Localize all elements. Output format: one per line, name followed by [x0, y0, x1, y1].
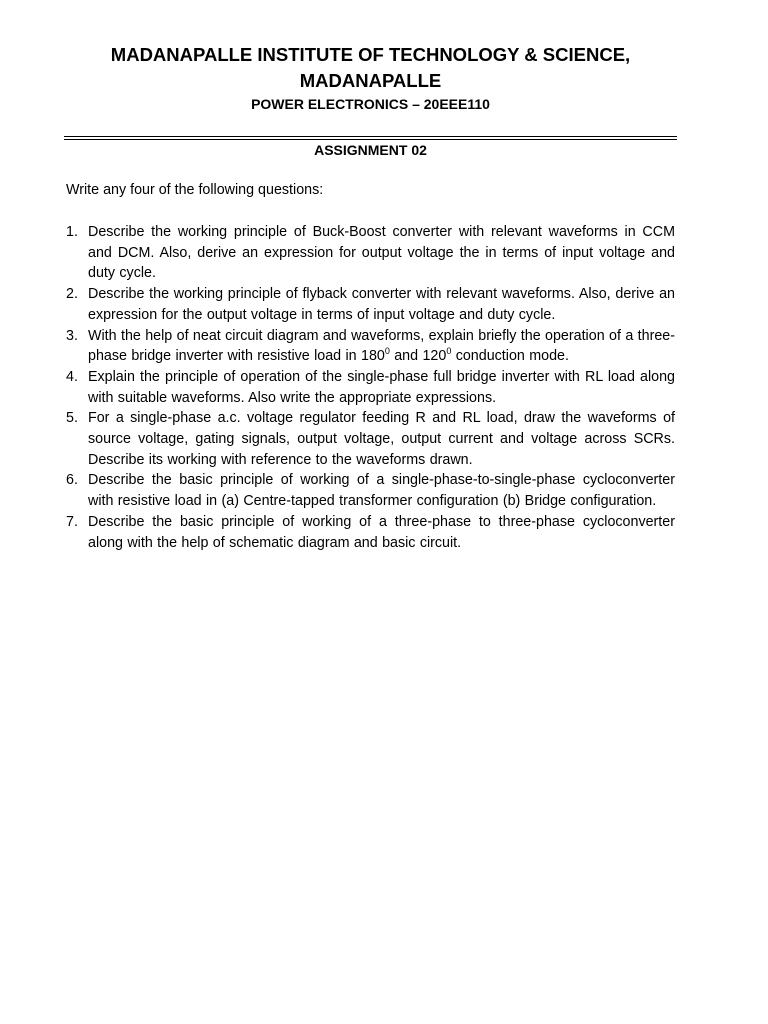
- question-number: 7.: [66, 513, 78, 530]
- question-item: [66, 512, 675, 553]
- question-number: 2.: [66, 286, 78, 303]
- question-text: Describe the working principle of Buck-Boost converter with relevant waveforms in CCM and DCM. Also, derive an expression for output voltage the in terms of input voltage and duty cycle.: [88, 224, 675, 282]
- question-text: Describe the working principle of flyback converter with relevant waveforms. Also, derive an expression for the output voltage in terms of input voltage and duty cycle.: [88, 286, 675, 323]
- divider-line-bottom: [64, 139, 677, 140]
- question-text: For a single-phase a.c. voltage regulator feeding R and RL load, draw the waveforms of source voltage, gating signals, output voltage, output current and voltage across SCRs. Describe its working with reference to the waveforms drawn.: [88, 410, 675, 468]
- question-text: [88, 326, 675, 367]
- course-title: POWER ELECTRONICS – 20EEE110: [251, 96, 490, 112]
- divider-line-top: [64, 136, 677, 137]
- question-number: 3.: [66, 327, 78, 344]
- question-item: [66, 326, 675, 367]
- question-item: [66, 284, 675, 325]
- question-item: [66, 408, 675, 470]
- instruction-text: Write any four of the following questions:: [66, 182, 324, 198]
- question-item: [66, 367, 675, 408]
- question-number: 5.: [66, 410, 78, 427]
- question-number: 1.: [66, 224, 78, 240]
- institution-location: MADANAPALLE: [299, 70, 442, 91]
- assignment-title: ASSIGNMENT 02: [314, 142, 427, 158]
- degree-superscript: 0: [384, 346, 390, 357]
- question-item: [66, 470, 675, 511]
- question-number: 6.: [66, 472, 78, 489]
- question-text: Explain the principle of operation of the single-phase full bridge inverter with RL load along with suitable waveforms. Also write the appropriate expressions.: [88, 368, 675, 406]
- question-text: Describe the basic principle of working of a three-phase to three-phase cycloconverter along with the help of schematic diagram and basic circuit.: [88, 513, 675, 551]
- degree-superscript: 0: [446, 346, 452, 357]
- institution-heading: [64, 42, 677, 94]
- institution-name: MADANAPALLE INSTITUTE OF TECHNOLOGY & SCIENCE,: [110, 44, 631, 65]
- question-list: [66, 222, 675, 553]
- question-text-part: With the help of neat circuit diagram and waveforms, explain briefly the operation of a three-phase bridge inverter with resistive load in 180: [88, 327, 675, 365]
- question-text-part: conduction mode.: [451, 348, 569, 365]
- question-item: [66, 222, 675, 284]
- question-number: 4.: [66, 368, 78, 385]
- question-text: Describe the basic principle of working of a single-phase-to-single-phase cycloconverter with resistive load in (a) Centre-tapped transformer configuration (b) Bridge configuration.: [88, 472, 675, 510]
- question-text-part: and 120: [389, 348, 447, 365]
